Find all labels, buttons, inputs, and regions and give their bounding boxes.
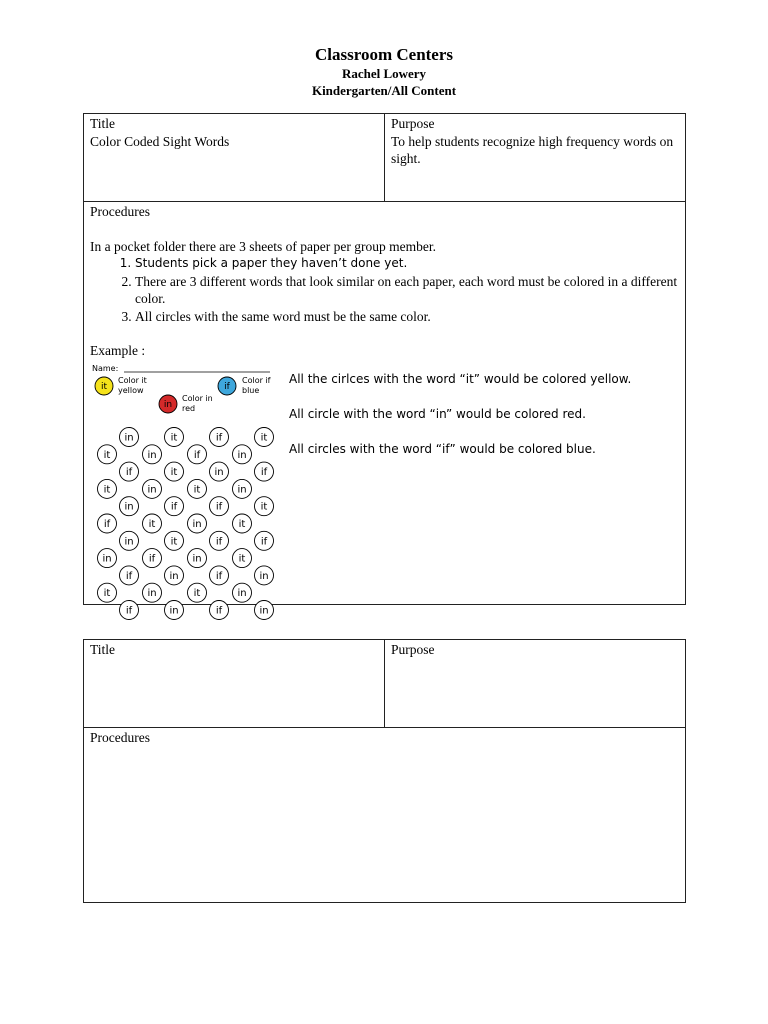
page-title: Classroom Centers — [314, 45, 454, 64]
grade-level: Kindergarten/All Content — [311, 83, 457, 98]
word-circle-label: if — [260, 466, 268, 478]
title-label: Title — [90, 116, 116, 131]
legend-text: Color it — [118, 375, 147, 385]
word-circle-label: in — [259, 605, 269, 616]
legend-text: Color in — [182, 393, 213, 403]
legend-text: yellow — [118, 385, 144, 395]
word-circle-label: it — [170, 466, 178, 478]
word-circle-label: it — [103, 587, 111, 599]
title-cell-blank — [84, 640, 385, 728]
word-circle-label: in — [124, 501, 134, 513]
title-cell — [84, 114, 385, 202]
word-circle-label: if — [125, 605, 133, 616]
example-worksheet-image — [90, 362, 280, 616]
example-line: All circles with the word “if” would be colored blue. — [289, 441, 596, 456]
word-circle-label: it — [148, 518, 156, 530]
word-circle-label: it — [193, 483, 201, 495]
word-circle-label: if — [125, 570, 133, 582]
procedures-label: Procedures — [90, 730, 150, 745]
word-circle-label: it — [260, 432, 268, 443]
author-name: Rachel Lowery — [341, 66, 427, 81]
example-description — [289, 371, 631, 476]
example-label: Example : — [90, 343, 146, 358]
word-circle-label: in — [124, 535, 134, 547]
worksheet-name-label: Name: — [92, 363, 119, 373]
legend-text: Color if — [242, 375, 271, 385]
word-circle-label: in — [102, 553, 112, 565]
word-circle-label: in — [192, 518, 202, 530]
word-circle-label: in — [192, 553, 202, 565]
word-circle-label: in — [237, 587, 247, 599]
center-table-2 — [83, 639, 686, 903]
document-header — [0, 45, 768, 99]
word-circle-label: in — [147, 483, 157, 495]
word-circle-label: in — [214, 466, 224, 478]
procedures-cell — [84, 202, 686, 616]
legend-word: in — [163, 399, 173, 410]
word-circle-label: it — [238, 518, 246, 530]
title-value: Color Coded Sight Words — [90, 133, 230, 149]
word-circle-label: it — [170, 432, 178, 443]
procedures-cell-blank — [84, 728, 686, 903]
word-circle-label: if — [170, 501, 178, 513]
legend-word: if — [224, 381, 230, 392]
legend-text: red — [182, 403, 196, 413]
procedures-label: Procedures — [90, 204, 150, 219]
word-circle-label: in — [124, 432, 134, 443]
word-circle-label: if — [215, 605, 223, 616]
word-circle-label: it — [238, 553, 246, 565]
legend-text: blue — [242, 385, 260, 395]
procedures-intro: In a pocket folder there are 3 sheets of paper per group member. — [90, 238, 436, 254]
word-circle-label: in — [237, 449, 247, 461]
word-circle-label: in — [169, 605, 179, 616]
word-circle-label: in — [147, 587, 157, 599]
legend-word: it — [100, 381, 108, 392]
purpose-cell — [385, 114, 686, 202]
word-circle-label: if — [215, 535, 223, 547]
word-circle-label: if — [148, 553, 156, 565]
purpose-label: Purpose — [391, 116, 435, 131]
word-circle-label: if — [215, 501, 223, 513]
example-area — [90, 362, 679, 616]
word-circle-label: if — [215, 570, 223, 582]
purpose-value: To help students recognize high frequency words on sight. — [391, 133, 674, 166]
purpose-cell-blank — [385, 640, 686, 728]
procedure-steps — [90, 255, 679, 325]
center-table-1 — [83, 113, 686, 616]
example-line: All circle with the word “in” would be colored red. — [289, 406, 586, 421]
word-circle-label: if — [125, 466, 133, 478]
word-circle-label: in — [147, 449, 157, 461]
word-circle-label: in — [259, 570, 269, 582]
title-label: Title — [90, 642, 116, 657]
procedure-step: 1. Students pick a paper they haven’t done yet. — [135, 255, 679, 273]
procedure-step: 2. There are 3 different words that look similar on each paper, each word must be colored in a different color. — [135, 273, 679, 308]
purpose-label: Purpose — [391, 642, 435, 657]
word-circle-label: it — [193, 587, 201, 599]
word-circle-label: in — [237, 483, 247, 495]
example-line: All the cirlces with the word “it” would be colored yellow. — [289, 371, 632, 386]
word-circle-label: if — [103, 518, 111, 530]
word-circle-label: if — [215, 432, 223, 443]
procedure-step: 3. All circles with the same word must be the same color. — [135, 308, 679, 326]
word-circle-label: if — [260, 535, 268, 547]
word-circle-label: it — [103, 483, 111, 495]
word-circle-label: if — [193, 449, 201, 461]
word-circle-label: it — [103, 449, 111, 461]
word-circle-label: it — [260, 501, 268, 513]
word-circle-label: it — [170, 535, 178, 547]
word-circle-label: in — [169, 570, 179, 582]
